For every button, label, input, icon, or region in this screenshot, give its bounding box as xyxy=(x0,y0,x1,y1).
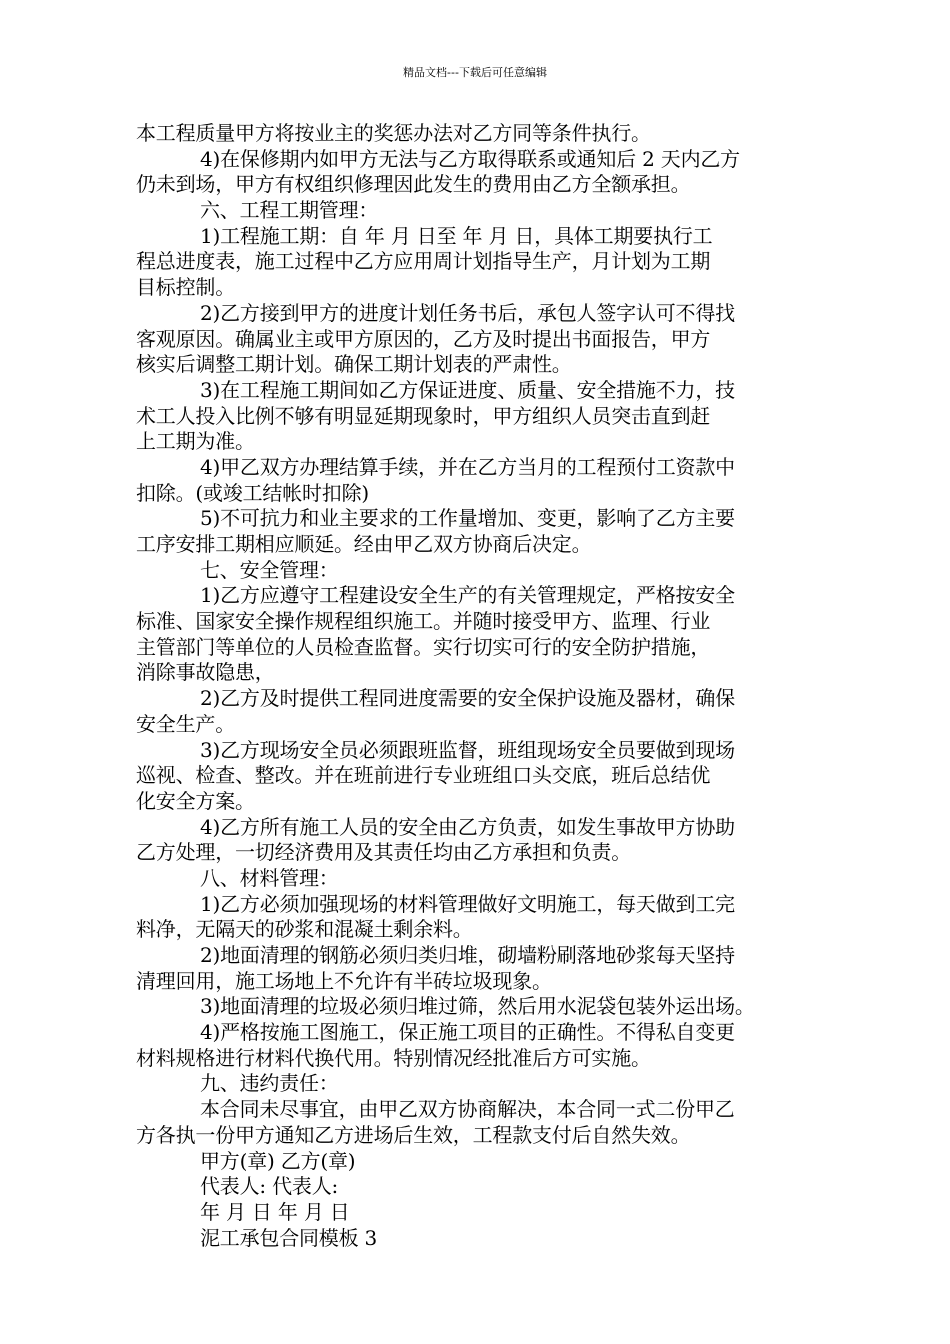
body-line: 本工程质量甲方将按业主的奖惩办法对乙方同等条件执行。 xyxy=(136,121,651,145)
body-line: 2)乙方接到甲方的进度计划任务书后，承包人签字认可不得找 xyxy=(200,300,735,325)
section-heading: 九、违约责任： xyxy=(200,1071,339,1096)
section-heading: 八、材料管理： xyxy=(200,865,339,890)
body-line: 方各执一份甲方通知乙方进场后生效，工程款支付后自然失效。 xyxy=(136,1122,691,1147)
document-body xyxy=(136,121,822,1251)
body-line: 3)在工程施工期间如乙方保证进度、质量、安全措施不力，技 xyxy=(200,377,735,402)
signature-party-line: 甲方(章) 乙方(章) xyxy=(200,1148,356,1173)
body-line: 术工人投入比例不够有明显延期现象时，甲方组织人员突击直到赶 xyxy=(136,403,711,428)
body-line: 清理回用，施工场地上不允许有半砖垃圾现象。 xyxy=(136,968,552,993)
body-line: 工序安排工期相应顺延。经由甲乙双方协商后决定。 xyxy=(136,532,592,556)
body-line: 4)在保修期内如甲方无法与乙方取得联系或通知后 2 天内乙方 xyxy=(200,146,740,171)
section-heading: 七、安全管理： xyxy=(200,557,339,582)
body-line: 客观原因。确属业主或甲方原因的，乙方及时提出书面报告，甲方 xyxy=(136,326,711,351)
body-line: 4)甲乙双方办理结算手续，并在乙方当月的工程预付工资款中 xyxy=(200,454,735,479)
signature-representative-line: 代表人: 代表人: xyxy=(200,1174,339,1199)
section-heading: 六、工程工期管理： xyxy=(200,198,379,223)
body-line: 目标控制。 xyxy=(136,275,235,300)
body-line: 本合同未尽事宜，由甲乙双方协商解决，本合同一式二份甲乙 xyxy=(200,1097,735,1122)
body-line: 乙方处理，一切经济费用及其责任均由乙方承担和负责。 xyxy=(136,840,631,865)
body-line: 标准、国家安全操作规程组织施工。并随时接受甲方、监理、行业 xyxy=(136,609,711,634)
body-line: 4)严格按施工图施工，保正施工项目的正确性。不得私自变更 xyxy=(200,1020,735,1045)
body-line: 1)工程施工期：自 年 月 日至 年 月 日，具体工期要执行工 xyxy=(200,223,713,248)
body-line: 化安全方案。 xyxy=(136,788,255,813)
body-line: 2)地面清理的钢筋必须归类归堆，砌墙粉刷落地砂浆每天坚持 xyxy=(200,943,735,967)
signature-date-line: 年 月 日 年 月 日 xyxy=(200,1199,350,1224)
body-line: 仍未到场，甲方有权组织修理因此发生的费用由乙方全额承担。 xyxy=(136,172,691,197)
body-line: 4)乙方所有施工人员的安全由乙方负责，如发生事故甲方协助 xyxy=(200,814,735,839)
body-line: 核实后调整工期计划。确保工期计划表的严肃性。 xyxy=(136,352,572,377)
body-line: 巡视、检查、整改。并在班前进行专业班组口头交底，班后总结优 xyxy=(136,763,711,788)
body-line: 消除事故隐患， xyxy=(136,660,275,685)
next-template-title: 泥工承包合同模板 3 xyxy=(200,1225,378,1250)
body-line: 3)地面清理的垃圾必须归堆过筛，然后用水泥袋包装外运出场。 xyxy=(200,994,755,1019)
page-header: 精品文档---下载后可任意编辑 xyxy=(403,66,547,79)
body-line: 扣除。(或竣工结帐时扣除) xyxy=(136,480,370,505)
body-line: 上工期为准。 xyxy=(136,429,255,454)
body-line: 料净，无隔天的砂浆和混凝土剩余料。 xyxy=(136,917,473,942)
body-line: 3)乙方现场安全员必须跟班监督，班组现场安全员要做到现场 xyxy=(200,737,735,762)
body-line: 5)不可抗力和业主要求的工作量增加、变更，影响了乙方主要 xyxy=(200,506,735,531)
body-line: 程总进度表，施工过程中乙方应用周计划指导生产，月计划为工期 xyxy=(136,249,711,274)
body-line: 安全生产。 xyxy=(136,711,235,736)
body-line: 2)乙方及时提供工程同进度需要的安全保护设施及器材，确保 xyxy=(200,686,735,711)
body-line: 材料规格进行材料代换代用。特别情况经批准后方可实施。 xyxy=(136,1045,651,1070)
body-line: 1)乙方必须加强现场的材料管理做好文明施工，每天做到工完 xyxy=(200,891,735,916)
body-line: 1)乙方应遵守工程建设安全生产的有关管理规定，严格按安全 xyxy=(200,583,735,608)
body-line: 主管部门等单位的人员检查监督。实行切实可行的安全防护措施， xyxy=(136,634,711,659)
